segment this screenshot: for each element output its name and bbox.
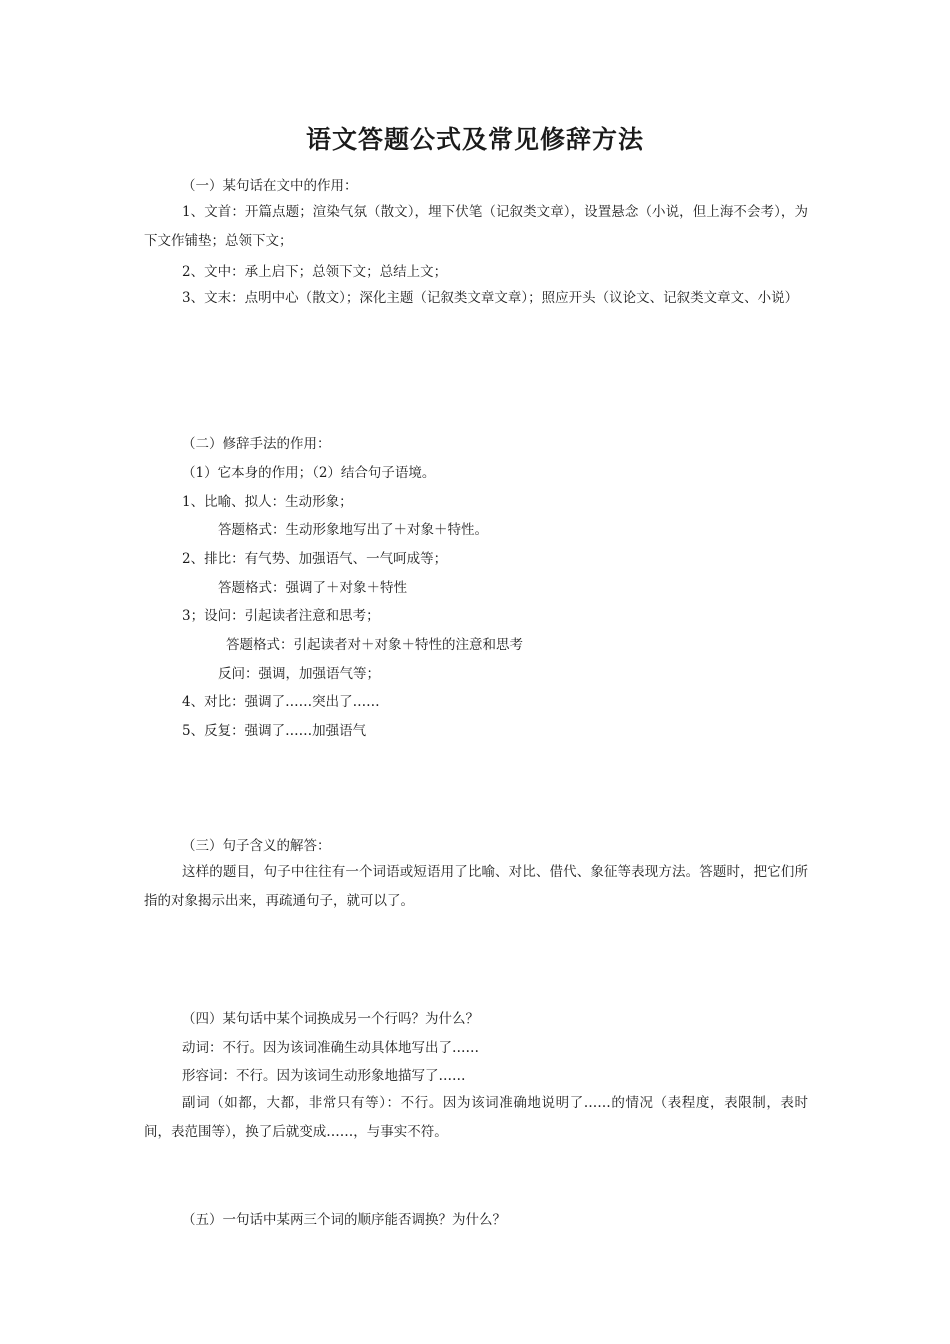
section-3-paragraph: 这样的题目，句子中往往有一个词语或短语用了比喻、对比、借代、象征等表现方法。答题时，把它们所指的对象揭示出来，再疏通句子，就可以了。: [144, 864, 808, 909]
section-4-verb: 动词：不行。因为该词准确生动具体地写出了……: [182, 1040, 479, 1056]
section-4-adverb: 副词（如都，大都，非常只有等）：不行。因为该词准确地说明了……的情况（表程度，表限制，表时间，表范围等），换了后就变成……，与事实不符。: [144, 1095, 808, 1140]
rhetoric-item-3-rhetorical-question: 反问：强调，加强语气等；: [218, 666, 380, 682]
section-2-heading: （二）修辞手法的作用：: [182, 436, 331, 452]
section-1-paragraph-3: 3、文末：点明中心（散文）；深化主题（记叙类文章文章）；照应开头（议论文、记叙类文章文、小说）: [182, 290, 799, 306]
section-4-adjective: 形容词：不行。因为该词生动形象地描写了……: [182, 1068, 466, 1084]
section-4-heading: （四）某句话中某个词换成另一个行吗？为什么？: [182, 1011, 479, 1027]
document-title: 语文答题公式及常见修辞方法: [305, 125, 644, 154]
section-2-intro: （1）它本身的作用；（2）结合句子语境。: [182, 465, 436, 481]
section-1-heading: （一）某句话在文中的作用：: [182, 178, 358, 194]
rhetoric-item-2-format: 答题格式：强调了＋对象＋特性: [218, 580, 407, 596]
section-1-paragraph-2: 2、文中：承上启下；总领下文；总结上文；: [182, 264, 448, 280]
section-1-paragraph-1: 1、文首：开篇点题；渲染气氛（散文），埋下伏笔（记叙类文章），设置悬念（小说，但上海不会考），为下文作铺垫；总领下文；: [144, 204, 808, 249]
section-5-heading: （五）一句话中某两三个词的顺序能否调换？为什么？: [182, 1212, 506, 1228]
rhetoric-item-1-format: 答题格式：生动形象地写出了＋对象＋特性。: [218, 522, 488, 538]
rhetoric-item-3: 3；设问：引起读者注意和思考；: [182, 608, 380, 624]
rhetoric-item-3-format: 答题格式：引起读者对＋对象＋特性的注意和思考: [226, 637, 523, 653]
rhetoric-item-4: 4、对比：强调了……突出了……: [182, 694, 380, 710]
rhetoric-item-1: 1、比喻、拟人：生动形象；: [182, 494, 353, 510]
rhetoric-item-5: 5、反复：强调了……加强语气: [182, 723, 367, 739]
section-3-heading: （三）句子含义的解答：: [182, 838, 331, 854]
rhetoric-item-2: 2、排比：有气势、加强语气、一气呵成等；: [182, 551, 448, 567]
